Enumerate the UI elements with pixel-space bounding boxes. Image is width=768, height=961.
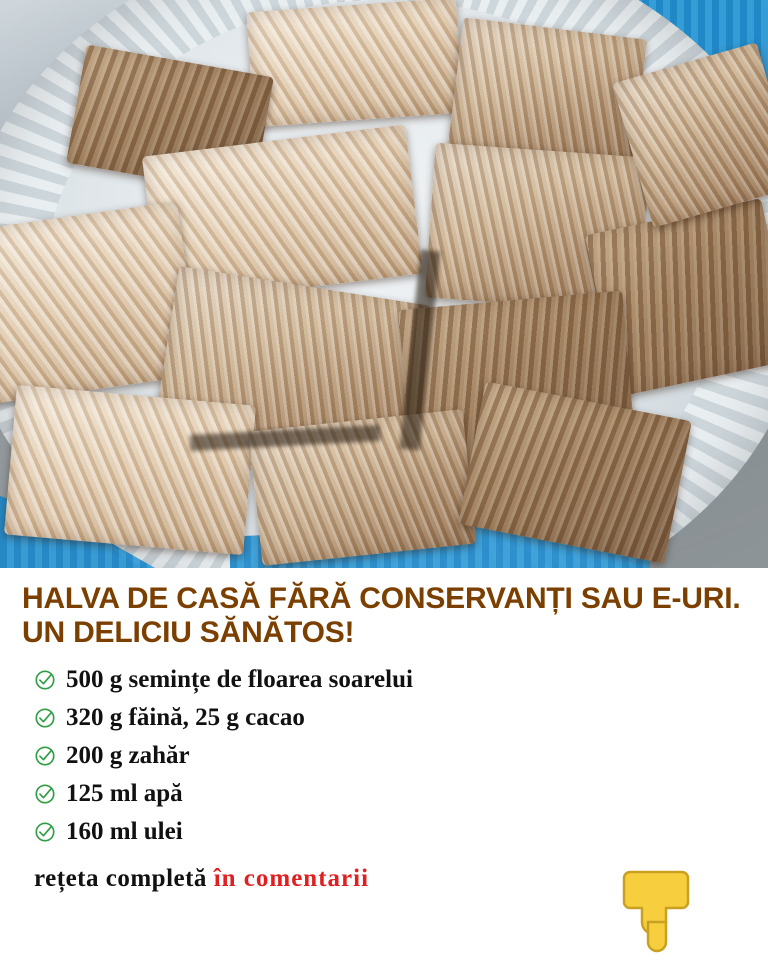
check-circle-icon xyxy=(34,821,56,843)
list-item xyxy=(22,775,746,813)
ingredient-text: 500 g semințe de floarea soarelui xyxy=(66,666,413,694)
list-item xyxy=(22,737,746,775)
ingredient-text: 320 g făină, 25 g cacao xyxy=(66,704,305,732)
check-circle-icon xyxy=(34,745,56,767)
call-to-action-accent: în comentarii xyxy=(213,865,370,893)
ingredient-text: 160 ml ulei xyxy=(66,818,183,846)
ingredient-text: 125 ml apă xyxy=(66,780,183,808)
check-circle-icon xyxy=(34,707,56,729)
check-circle-icon xyxy=(34,783,56,805)
ingredient-text: 200 g zahăr xyxy=(66,742,190,770)
call-to-action-text: rețeta completă xyxy=(34,865,214,893)
pointing-down-hand-icon xyxy=(618,864,694,956)
halva-piece xyxy=(4,385,256,555)
check-circle-icon xyxy=(34,669,56,691)
recipe-content xyxy=(0,568,768,960)
page-title: HALVA DE CASĂ FĂRĂ CONSERVANȚI SAU E-URI. UN DELICIU SĂNĂTOS! xyxy=(22,582,741,649)
ingredient-list xyxy=(22,661,746,851)
list-item xyxy=(22,699,746,737)
halva-piece xyxy=(246,0,464,127)
list-item xyxy=(22,813,746,851)
list-item xyxy=(22,661,746,699)
